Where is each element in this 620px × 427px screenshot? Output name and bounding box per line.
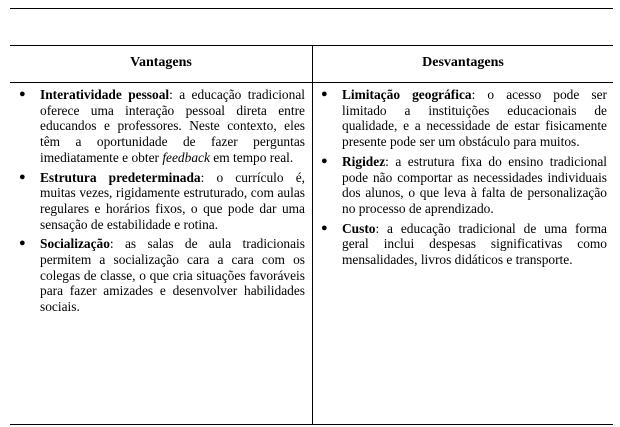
vantagens-list	[19, 87, 305, 319]
item-text: : a estrutura fixa do ensino tradicional pode não comportar as necessidades individuais dos alunos, o que leva à falta de personalização no processo de aprendizado.	[342, 153, 607, 216]
item-text: : o acesso pode ser limitado a instituições educacionais de qualidade, e a necessidade de estar fisicamente presente pode ser um obstáculo para muitos.	[342, 87, 607, 150]
top-rule	[10, 8, 613, 9]
list-item	[321, 220, 607, 268]
bullet-icon: ●	[19, 88, 26, 100]
item-emphasis: feedback	[162, 149, 210, 165]
item-term: Interatividade pessoal	[40, 87, 170, 102]
header-vantagens: Vantagens	[130, 55, 192, 70]
list-item	[321, 87, 607, 150]
item-text: : a educação tradicional de uma forma geral inclui despesas significativas como mensalidades, livros didáticos e transporte.	[342, 220, 607, 268]
column-divider	[312, 46, 313, 424]
bullet-icon: ●	[19, 237, 26, 250]
bullet-icon: ●	[321, 88, 328, 100]
item-term: Custo	[342, 220, 376, 236]
bullet-icon: ●	[321, 221, 328, 234]
item-term: Limitação geográfica	[342, 87, 472, 102]
item-text: : o currículo é, muitas vezes, rigidamente estruturado, com aulas regulares e horários fixos, o que pode dar uma sensação de estabilidade e rotina.	[40, 169, 305, 232]
desvantagens-list	[321, 87, 607, 272]
item-term: Socialização	[40, 236, 110, 252]
comparison-table	[10, 45, 613, 425]
item-term: Estrutura predeterminada	[40, 169, 201, 185]
list-item	[321, 153, 607, 217]
list-item	[19, 169, 305, 233]
item-text: : a educação tradicional oferece uma interação pessoal direta entre educandos e professores. Neste contexto, eles têm a oportunidade de fazer perguntas imediatamente e obter	[40, 87, 305, 165]
item-text-end: em tempo real.	[209, 149, 294, 165]
list-item	[19, 87, 305, 166]
bullet-icon: ●	[19, 170, 26, 183]
header-desvantagens: Desvantagens	[422, 55, 504, 70]
item-text: : as salas de aula tradicionais permitem a socialização cara a cara com os colegas de classe, o que cria situações favoráveis para fazer amizades e desenvolver habilidades sociais.	[40, 236, 305, 315]
item-term: Rigidez	[342, 153, 386, 169]
list-item	[19, 236, 305, 315]
bullet-icon: ●	[321, 154, 328, 167]
